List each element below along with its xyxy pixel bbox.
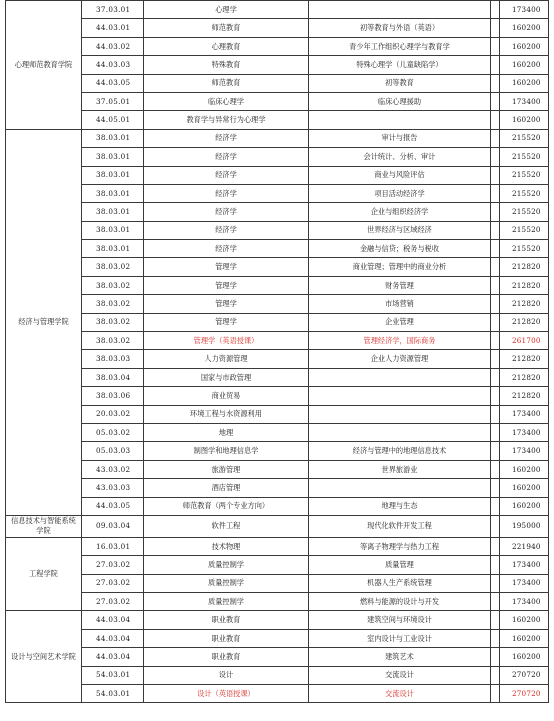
table-row <box>6 56 549 74</box>
tuition-fee-cell: 215520 <box>500 166 549 184</box>
tuition-fee-cell: 160200 <box>500 111 549 129</box>
program-code-cell: 44.03.05 <box>82 497 144 515</box>
tuition-fee-cell: 261700 <box>500 332 549 350</box>
tuition-fee-cell: 195000 <box>500 515 549 537</box>
table-row <box>6 221 549 239</box>
spacer-cell <box>491 405 500 423</box>
program-name-cell: 心理教育 <box>144 37 309 55</box>
department-cell: 心理师范教育学院 <box>6 1 82 130</box>
table-row <box>6 74 549 92</box>
program-profile-cell: 现代化软件开发工程 <box>309 515 491 537</box>
tuition-fee-cell: 215520 <box>500 221 549 239</box>
program-name-cell: 管理学（英语授课） <box>144 332 309 350</box>
program-name-cell: 经济学 <box>144 184 309 202</box>
tuition-fee-cell: 212820 <box>500 387 549 405</box>
spacer-cell <box>491 184 500 202</box>
program-name-cell: 经济学 <box>144 203 309 221</box>
program-name-cell: 管理学 <box>144 295 309 313</box>
spacer-cell <box>491 221 500 239</box>
tuition-fee-cell: 160200 <box>500 56 549 74</box>
spacer-cell <box>491 332 500 350</box>
table-row <box>6 574 549 592</box>
program-profile-cell: 质量管理 <box>309 556 491 574</box>
program-profile-cell <box>309 405 491 423</box>
spacer-cell <box>491 129 500 147</box>
program-code-cell: 05.03.02 <box>82 423 144 441</box>
program-code-cell: 38.03.02 <box>82 258 144 276</box>
program-name-cell: 人力资源管理 <box>144 350 309 368</box>
program-profile-cell: 企业管理 <box>309 313 491 331</box>
spacer-cell <box>491 368 500 386</box>
spacer-cell <box>491 111 500 129</box>
program-profile-cell: 会计统计、分析、审计 <box>309 148 491 166</box>
spacer-cell <box>491 240 500 258</box>
program-profile-cell <box>309 111 491 129</box>
spacer-cell <box>491 295 500 313</box>
program-code-cell: 27.03.02 <box>82 592 144 610</box>
tuition-fee-cell: 160200 <box>500 74 549 92</box>
program-code-cell: 38.03.02 <box>82 295 144 313</box>
program-profile-cell <box>309 1 491 19</box>
program-name-cell: 职业教育 <box>144 648 309 666</box>
spacer-cell <box>491 556 500 574</box>
program-code-cell: 38.03.02 <box>82 313 144 331</box>
table-row <box>6 556 549 574</box>
tuition-fee-cell: 212820 <box>500 295 549 313</box>
program-profile-cell: 管理经济学，国际商务 <box>309 332 491 350</box>
program-code-cell: 38.03.01 <box>82 221 144 239</box>
spacer-cell <box>491 37 500 55</box>
program-code-cell: 38.03.02 <box>82 276 144 294</box>
program-name-cell: 质量控制学 <box>144 592 309 610</box>
program-code-cell: 27.03.02 <box>82 574 144 592</box>
program-profile-cell: 交流设计 <box>309 666 491 684</box>
tuition-fee-cell: 215520 <box>500 203 549 221</box>
program-code-cell: 09.03.04 <box>82 515 144 537</box>
program-code-cell: 38.03.01 <box>82 240 144 258</box>
program-name-cell: 师范教育 <box>144 19 309 37</box>
program-profile-cell <box>309 387 491 405</box>
table-row <box>6 648 549 666</box>
program-profile-cell: 项目活动经济学 <box>309 184 491 202</box>
spacer-cell <box>491 1 500 19</box>
table-row <box>6 295 549 313</box>
tuition-fee-cell: 173400 <box>500 405 549 423</box>
program-profile-cell: 企业与组织经济学 <box>309 203 491 221</box>
tuition-fee-cell: 173400 <box>500 556 549 574</box>
table-row <box>6 332 549 350</box>
table-row <box>6 368 549 386</box>
program-profile-cell: 地理与生态 <box>309 497 491 515</box>
spacer-cell <box>491 666 500 684</box>
program-code-cell: 44.03.03 <box>82 56 144 74</box>
program-profile-cell: 企业人力资源管理 <box>309 350 491 368</box>
spacer-cell <box>491 460 500 478</box>
program-code-cell: 38.03.06 <box>82 387 144 405</box>
program-code-cell: 38.03.01 <box>82 184 144 202</box>
program-code-cell: 44.03.04 <box>82 629 144 647</box>
program-profile-cell <box>309 479 491 497</box>
program-profile-cell: 审计与报告 <box>309 129 491 147</box>
tuition-fee-cell: 270720 <box>500 684 549 702</box>
spacer-cell <box>491 74 500 92</box>
spacer-cell <box>491 313 500 331</box>
spacer-cell <box>491 387 500 405</box>
tuition-fee-cell: 215520 <box>500 240 549 258</box>
program-profile-cell: 等离子物理学与热力工程 <box>309 537 491 555</box>
department-cell: 经济与管理学院 <box>6 129 82 515</box>
tuition-fee-cell: 160200 <box>500 648 549 666</box>
table-row <box>6 258 549 276</box>
tuition-fee-cell: 173400 <box>500 574 549 592</box>
program-profile-cell: 青少年工作组织心理学与教育学 <box>309 37 491 55</box>
department-cell: 设计与空间艺术学院 <box>6 611 82 703</box>
table-row <box>6 111 549 129</box>
program-code-cell: 20.03.02 <box>82 405 144 423</box>
program-name-cell: 经济学 <box>144 166 309 184</box>
program-profile-cell: 金融与信贷；税务与税收 <box>309 240 491 258</box>
table-row <box>6 515 549 537</box>
tuition-fee-cell: 173400 <box>500 92 549 110</box>
program-profile-cell: 建筑空间与环境设计 <box>309 611 491 629</box>
program-code-cell: 44.03.04 <box>82 648 144 666</box>
table-row <box>6 387 549 405</box>
table-row <box>6 148 549 166</box>
table-row <box>6 537 549 555</box>
spacer-cell <box>491 684 500 702</box>
program-name-cell: 师范教育 <box>144 74 309 92</box>
table-row <box>6 313 549 331</box>
program-name-cell: 国家与市政管理 <box>144 368 309 386</box>
spacer-cell <box>491 648 500 666</box>
table-row <box>6 240 549 258</box>
program-profile-cell: 商业与风险评估 <box>309 166 491 184</box>
table-body <box>6 1 549 703</box>
spacer-cell <box>491 350 500 368</box>
spacer-cell <box>491 56 500 74</box>
program-code-cell: 38.03.01 <box>82 166 144 184</box>
tuition-fee-cell: 173400 <box>500 423 549 441</box>
program-profile-cell: 室内设计与工业设计 <box>309 629 491 647</box>
program-code-cell: 37.03.01 <box>82 1 144 19</box>
tuition-fee-cell: 212820 <box>500 276 549 294</box>
program-code-cell: 54.03.01 <box>82 684 144 702</box>
program-name-cell: 商业贸易 <box>144 387 309 405</box>
table-row <box>6 684 549 702</box>
tuition-fee-cell: 221940 <box>500 537 549 555</box>
program-profile-cell: 临床心理援助 <box>309 92 491 110</box>
program-name-cell: 软件工程 <box>144 515 309 537</box>
table-row <box>6 19 549 37</box>
spacer-cell <box>491 92 500 110</box>
spacer-cell <box>491 611 500 629</box>
program-profile-cell: 初等教育 <box>309 74 491 92</box>
department-cell: 信息技术与智能系统学院 <box>6 515 82 537</box>
table-row <box>6 166 549 184</box>
spacer-cell <box>491 423 500 441</box>
tuition-fee-cell: 160200 <box>500 460 549 478</box>
spacer-cell <box>491 258 500 276</box>
table-row <box>6 460 549 478</box>
tuition-fee-cell: 160200 <box>500 497 549 515</box>
spacer-cell <box>491 276 500 294</box>
program-code-cell: 38.03.03 <box>82 350 144 368</box>
program-profile-cell: 特殊心理学（儿童缺陷学） <box>309 56 491 74</box>
program-name-cell: 地理 <box>144 423 309 441</box>
program-name-cell: 经济学 <box>144 129 309 147</box>
program-code-cell: 27.03.02 <box>82 556 144 574</box>
tuition-fee-cell: 215520 <box>500 148 549 166</box>
program-profile-cell <box>309 423 491 441</box>
program-name-cell: 师范教育（两个专业方向） <box>144 497 309 515</box>
program-name-cell: 管理学 <box>144 276 309 294</box>
spacer-cell <box>491 166 500 184</box>
program-code-cell: 38.03.01 <box>82 129 144 147</box>
program-code-cell: 38.03.04 <box>82 368 144 386</box>
program-name-cell: 职业教育 <box>144 611 309 629</box>
program-name-cell: 质量控制学 <box>144 574 309 592</box>
spacer-cell <box>491 629 500 647</box>
program-code-cell: 38.03.01 <box>82 203 144 221</box>
spacer-cell <box>491 19 500 37</box>
program-name-cell: 制图学和地理信息学 <box>144 442 309 460</box>
program-profile-cell: 世界经济与区域经济 <box>309 221 491 239</box>
program-profile-cell: 市场营销 <box>309 295 491 313</box>
program-name-cell: 临床心理学 <box>144 92 309 110</box>
program-code-cell: 43.03.03 <box>82 479 144 497</box>
program-profile-cell: 建筑艺术 <box>309 648 491 666</box>
program-profile-cell: 初等教育与外语（英语） <box>309 19 491 37</box>
tuition-fee-cell: 212820 <box>500 350 549 368</box>
program-name-cell: 技术物理 <box>144 537 309 555</box>
program-code-cell: 16.03.01 <box>82 537 144 555</box>
spacer-cell <box>491 497 500 515</box>
program-code-cell: 44.03.02 <box>82 37 144 55</box>
spacer-cell <box>491 442 500 460</box>
program-code-cell: 38.03.02 <box>82 332 144 350</box>
program-profile-cell: 机器人生产系统管理 <box>309 574 491 592</box>
program-profile-cell: 世界旅游业 <box>309 460 491 478</box>
table-row <box>6 497 549 515</box>
spacer-cell <box>491 515 500 537</box>
program-name-cell: 设计 <box>144 666 309 684</box>
program-code-cell: 38.03.01 <box>82 148 144 166</box>
table-row <box>6 1 549 19</box>
table-row <box>6 592 549 610</box>
program-code-cell: 37.05.01 <box>82 92 144 110</box>
program-profile-cell: 燃料与能源的设计与开发 <box>309 592 491 610</box>
spacer-cell <box>491 203 500 221</box>
program-fee-table-container <box>5 0 548 703</box>
tuition-fee-cell: 212820 <box>500 368 549 386</box>
table-row <box>6 405 549 423</box>
table-row <box>6 629 549 647</box>
table-row <box>6 92 549 110</box>
program-name-cell: 管理学 <box>144 258 309 276</box>
program-code-cell: 54.03.01 <box>82 666 144 684</box>
spacer-cell <box>491 537 500 555</box>
table-row <box>6 423 549 441</box>
spacer-cell <box>491 592 500 610</box>
table-row <box>6 203 549 221</box>
program-name-cell: 职业教育 <box>144 629 309 647</box>
tuition-fee-cell: 173400 <box>500 442 549 460</box>
tuition-fee-cell: 212820 <box>500 258 549 276</box>
program-code-cell: 44.03.05 <box>82 74 144 92</box>
spacer-cell <box>491 574 500 592</box>
table-row <box>6 37 549 55</box>
tuition-fee-cell: 160200 <box>500 37 549 55</box>
program-name-cell: 酒店管理 <box>144 479 309 497</box>
table-row <box>6 184 549 202</box>
tuition-fee-cell: 212820 <box>500 313 549 331</box>
program-name-cell: 环境工程与水资源利用 <box>144 405 309 423</box>
program-profile-cell: 经济与管理中的地理信息技术 <box>309 442 491 460</box>
tuition-fee-cell: 270720 <box>500 666 549 684</box>
tuition-fee-cell: 160200 <box>500 479 549 497</box>
tuition-fee-cell: 215520 <box>500 129 549 147</box>
program-profile-cell: 交流设计 <box>309 684 491 702</box>
spacer-cell <box>491 148 500 166</box>
table-row <box>6 611 549 629</box>
program-name-cell: 旅游管理 <box>144 460 309 478</box>
program-name-cell: 心理学 <box>144 1 309 19</box>
program-name-cell: 经济学 <box>144 148 309 166</box>
tuition-fee-cell: 173400 <box>500 1 549 19</box>
program-name-cell: 教育学与异常行为心理学 <box>144 111 309 129</box>
department-cell: 工程学院 <box>6 537 82 611</box>
tuition-fee-cell: 215520 <box>500 184 549 202</box>
program-name-cell: 特殊教育 <box>144 56 309 74</box>
program-code-cell: 44.03.01 <box>82 19 144 37</box>
program-name-cell: 管理学 <box>144 313 309 331</box>
table-row <box>6 442 549 460</box>
tuition-fee-cell: 160200 <box>500 19 549 37</box>
program-code-cell: 05.03.03 <box>82 442 144 460</box>
program-code-cell: 44.03.04 <box>82 611 144 629</box>
program-name-cell: 经济学 <box>144 221 309 239</box>
program-name-cell: 设计（英语授课） <box>144 684 309 702</box>
table-row <box>6 666 549 684</box>
table-row <box>6 479 549 497</box>
table-row <box>6 276 549 294</box>
program-code-cell: 43.03.02 <box>82 460 144 478</box>
program-code-cell: 44.05.01 <box>82 111 144 129</box>
table-row <box>6 350 549 368</box>
tuition-fee-cell: 160200 <box>500 611 549 629</box>
program-profile-cell: 财务管理 <box>309 276 491 294</box>
tuition-fee-cell: 160200 <box>500 629 549 647</box>
spacer-cell <box>491 479 500 497</box>
table-row <box>6 129 549 147</box>
program-name-cell: 经济学 <box>144 240 309 258</box>
tuition-fee-cell: 173400 <box>500 592 549 610</box>
program-fee-table <box>5 0 549 703</box>
program-name-cell: 质量控制学 <box>144 556 309 574</box>
program-profile-cell: 商业管理；管理中的商业分析 <box>309 258 491 276</box>
program-profile-cell <box>309 368 491 386</box>
